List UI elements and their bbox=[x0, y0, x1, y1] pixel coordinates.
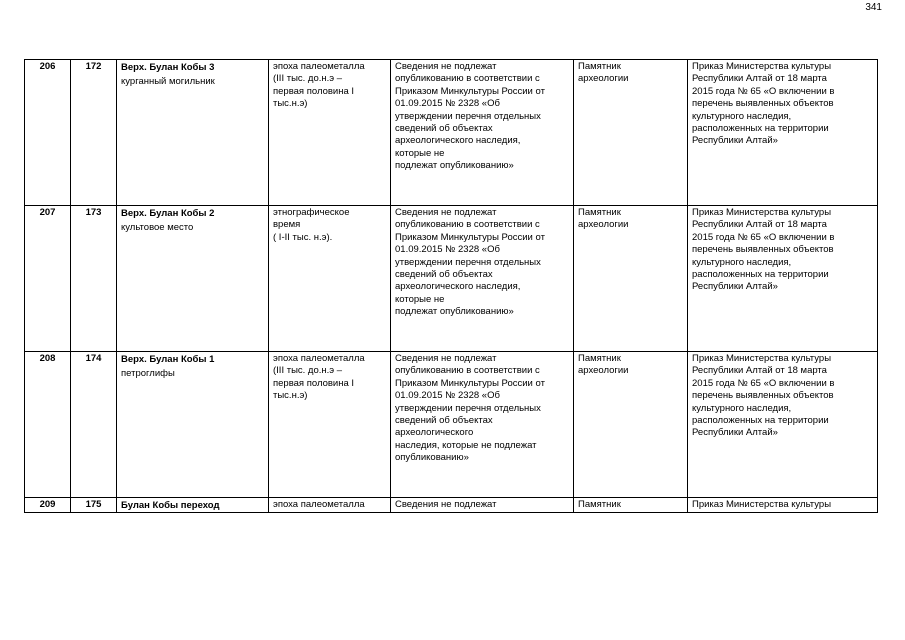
object-id: 174 bbox=[71, 352, 117, 498]
dating-cell: эпоха палеометалла (III тыс. до.н.э – первая половина I тыс.н.э) bbox=[269, 352, 391, 498]
table-row bbox=[25, 352, 878, 498]
page-number: 341 bbox=[865, 2, 882, 13]
object-cell bbox=[117, 60, 269, 206]
object-id: 173 bbox=[71, 206, 117, 352]
document-cell: Приказ Министерства культуры Республики Алтай от 18 марта 2015 года № 65 «О включении в перечень выявленных объектов культурного наследия, расположенных на территории Республики Алтай» bbox=[688, 206, 878, 352]
document-cell: Приказ Министерства культуры bbox=[688, 498, 878, 513]
dating-cell: этнографическое время ( I-II тыс. н.э). bbox=[269, 206, 391, 352]
info-cell: Сведения не подлежат опубликованию в соответствии с Приказом Минкультуры России от 01.09.2015 № 2328 «Об утверждении перечня отдельных сведений об объектах археологического наследия, которые не подлежат опубликованию» bbox=[391, 206, 574, 352]
object-type: культовое место bbox=[121, 222, 194, 234]
object-name: Верх. Булан Кобы 3 bbox=[121, 62, 215, 73]
table-row bbox=[25, 60, 878, 206]
object-name: Верх. Булан Кобы 2 bbox=[121, 208, 215, 219]
table-row bbox=[25, 206, 878, 352]
table-row bbox=[25, 498, 878, 513]
object-id: 175 bbox=[71, 498, 117, 513]
heritage-register-table bbox=[24, 59, 878, 513]
row-number: 207 bbox=[25, 206, 71, 352]
object-id: 172 bbox=[71, 60, 117, 206]
row-number: 208 bbox=[25, 352, 71, 498]
info-cell: Сведения не подлежат опубликованию в соответствии с Приказом Минкультуры России от 01.09.2015 № 2328 «Об утверждении перечня отдельных сведений об объектах археологического наследия, которые не подлежат опубликованию» bbox=[391, 352, 574, 498]
document-cell: Приказ Министерства культуры Республики Алтай от 18 марта 2015 года № 65 «О включении в перечень выявленных объектов культурного наследия, расположенных на территории Республики Алтай» bbox=[688, 60, 878, 206]
row-number: 209 bbox=[25, 498, 71, 513]
document-cell: Приказ Министерства культуры Республики Алтай от 18 марта 2015 года № 65 «О включении в перечень выявленных объектов культурного наследия, расположенных на территории Республики Алтай» bbox=[688, 352, 878, 498]
row-number: 206 bbox=[25, 60, 71, 206]
dating-cell: эпоха палеометалла bbox=[269, 498, 391, 513]
info-cell: Сведения не подлежат опубликованию в соответствии с Приказом Минкультуры России от 01.09.2015 № 2328 «Об утверждении перечня отдельных сведений об объектах археологического наследия, которые не подлежат опубликованию» bbox=[391, 60, 574, 206]
category-cell: Памятник археологии bbox=[574, 60, 688, 206]
object-cell bbox=[117, 206, 269, 352]
object-cell bbox=[117, 498, 269, 513]
category-cell: Памятник bbox=[574, 498, 688, 513]
category-cell: Памятник археологии bbox=[574, 352, 688, 498]
dating-cell: эпоха палеометалла (III тыс. до.н.э – первая половина I тыс.н.э) bbox=[269, 60, 391, 206]
object-type: петроглифы bbox=[121, 368, 175, 380]
category-cell: Памятник археологии bbox=[574, 206, 688, 352]
info-cell: Сведения не подлежат bbox=[391, 498, 574, 513]
object-name: Булан Кобы переход bbox=[121, 500, 220, 511]
object-type: курганный могильник bbox=[121, 76, 215, 88]
object-name: Верх. Булан Кобы 1 bbox=[121, 354, 215, 365]
object-cell bbox=[117, 352, 269, 498]
